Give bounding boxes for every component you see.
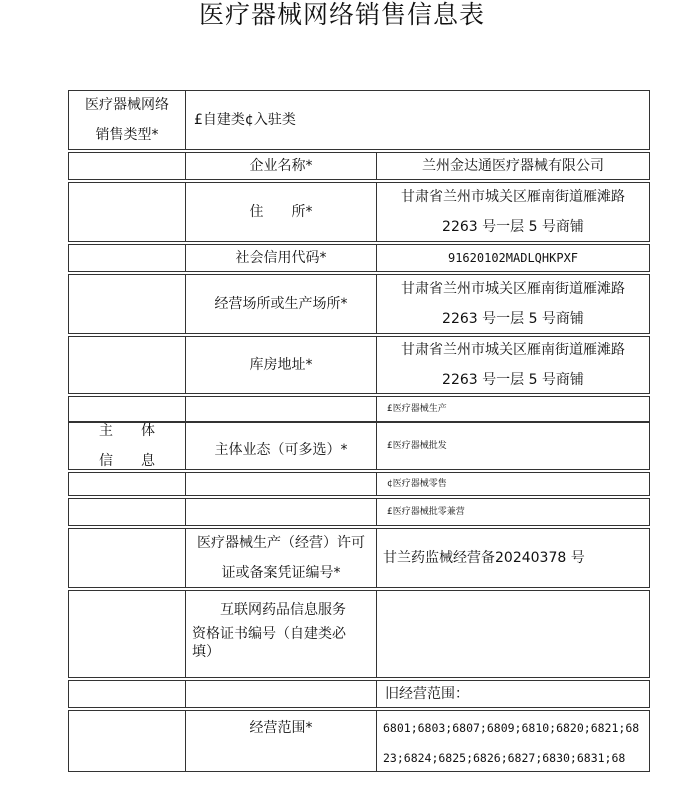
business-form-option: £医疗器械生产 bbox=[376, 396, 650, 422]
sales-type-label: 医疗器械网络 销售类型* bbox=[68, 90, 186, 150]
warehouse-label: 库房地址* bbox=[185, 336, 377, 394]
license-value: 甘兰药监械经营备20240378 号 bbox=[376, 528, 650, 588]
empty-cell bbox=[185, 680, 377, 708]
credit-code-value: 91620102MADLQHKPXF bbox=[376, 244, 650, 272]
empty-cell bbox=[185, 498, 377, 526]
internet-cert-line2: 资格证书编号（自建类必 填） bbox=[192, 626, 346, 660]
internet-cert-value bbox=[376, 590, 650, 678]
company-name-value: 兰州金达通医疗器械有限公司 bbox=[376, 152, 650, 180]
internet-cert-label bbox=[185, 590, 377, 678]
scope-value: 6801;6803;6807;6809;6810;6820;6821;6823;6824;6825;6826;6827;6830;6831;68 bbox=[376, 710, 650, 772]
empty-cell bbox=[68, 498, 186, 526]
scope-label: 经营范围* bbox=[185, 710, 377, 772]
empty-cell bbox=[68, 590, 186, 678]
address-value: 甘肃省兰州市城关区雁南街道雁滩路 2263 号一层 5 号商铺 bbox=[376, 182, 650, 242]
empty-cell bbox=[68, 680, 186, 708]
empty-cell bbox=[68, 528, 186, 588]
subject-info-line1: 主 体 bbox=[99, 423, 155, 439]
address-label: 住 所* bbox=[185, 182, 377, 242]
empty-cell bbox=[68, 336, 186, 394]
warehouse-value: 甘肃省兰州市城关区雁南街道雁滩路 2263 号一层 5 号商铺 bbox=[376, 336, 650, 394]
business-form-label: 主体业态（可多选）* bbox=[185, 422, 377, 470]
business-form-option: £医疗器械批发 bbox=[376, 422, 650, 470]
license-label: 医疗器械生产（经营）许可 证或备案凭证编号* bbox=[185, 528, 377, 588]
business-form-option: ¢医疗器械零售 bbox=[376, 472, 650, 496]
page-title: 医疗器械网络销售信息表 bbox=[198, 0, 485, 29]
empty-cell bbox=[68, 274, 186, 334]
company-name-label: 企业名称* bbox=[185, 152, 377, 180]
info-table bbox=[68, 90, 650, 772]
business-place-label: 经营场所或生产场所* bbox=[185, 274, 377, 334]
empty-cell bbox=[68, 710, 186, 772]
empty-cell bbox=[185, 396, 377, 422]
business-place-value: 甘肃省兰州市城关区雁南街道雁滩路 2263 号一层 5 号商铺 bbox=[376, 274, 650, 334]
internet-cert-line1: 互联网药品信息服务 bbox=[220, 602, 346, 618]
empty-cell bbox=[68, 244, 186, 272]
credit-code-label: 社会信用代码* bbox=[185, 244, 377, 272]
empty-cell bbox=[185, 472, 377, 496]
subject-info-label bbox=[68, 422, 186, 470]
subject-info-line2: 信 息 bbox=[99, 453, 155, 469]
empty-cell bbox=[68, 152, 186, 180]
empty-cell bbox=[68, 472, 186, 496]
empty-cell bbox=[68, 182, 186, 242]
business-form-option: £医疗器械批零兼营 bbox=[376, 498, 650, 526]
sales-type-value: £自建类¢入驻类 bbox=[185, 90, 650, 150]
old-scope-label: 旧经营范围： bbox=[376, 680, 650, 708]
